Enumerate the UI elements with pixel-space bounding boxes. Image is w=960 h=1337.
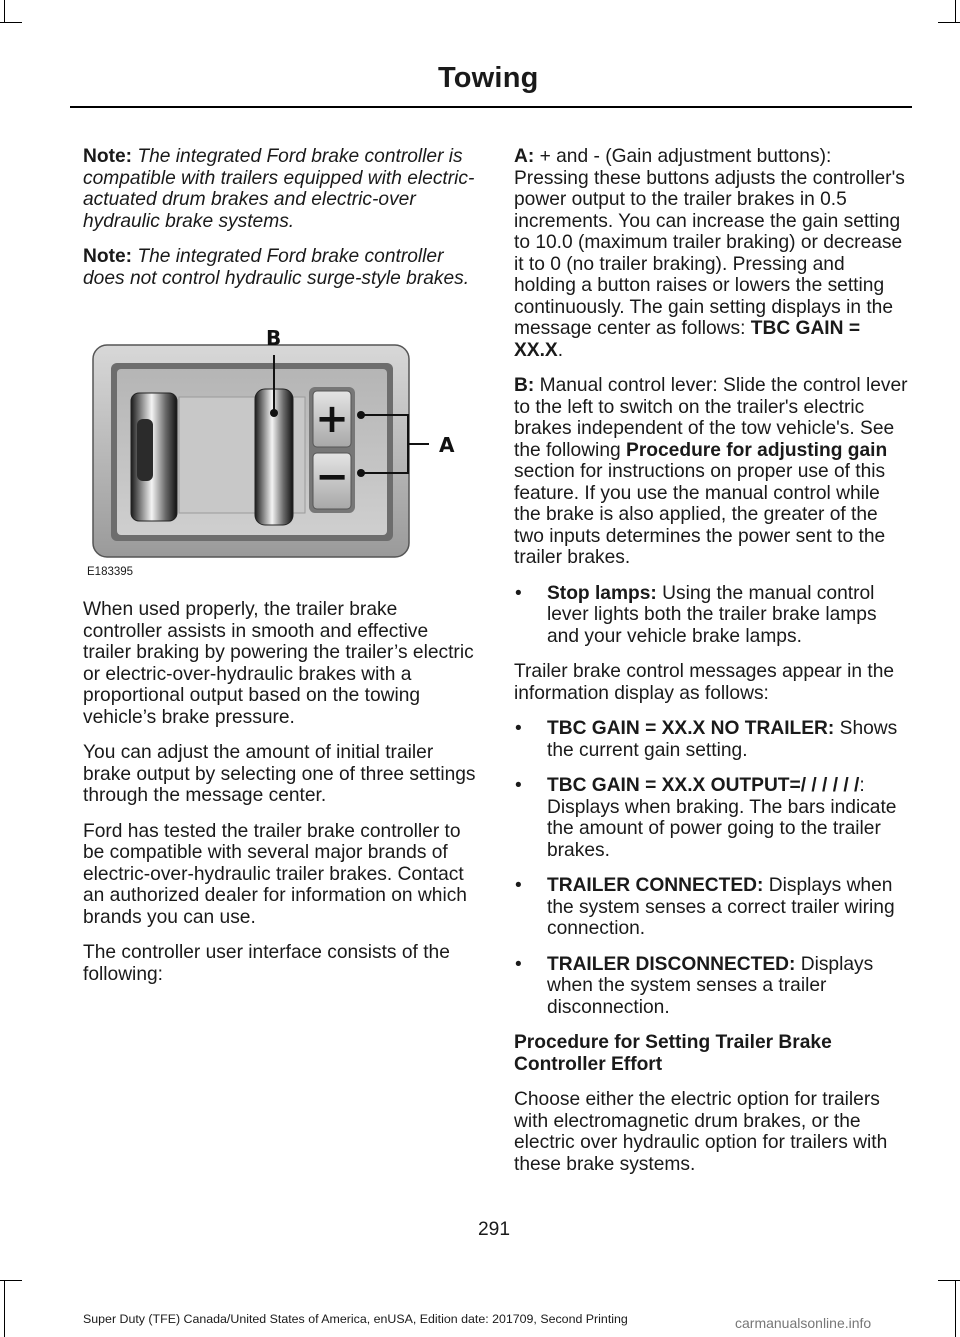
callout-dot-b (270, 409, 278, 417)
item-label: A: (514, 146, 535, 167)
paragraph: When used properly, the trailer brake controller assists in smooth and effective trailer braking by powering the trailer’s electric or electric-over-hydraulic brakes with a proportional output based on the towing vehicle’s brake pressure. (83, 599, 474, 728)
crop-mark (4, 1280, 5, 1337)
callout-dot-a-minus (357, 469, 365, 477)
message-code: TBC GAIN = XX.X (514, 318, 861, 361)
list-item-label: TRAILER CONNECTED: (547, 875, 764, 896)
callout-dot-a-plus (357, 411, 365, 419)
callout-label-a: A (439, 433, 455, 457)
paragraph: The controller user interface consists of the following: (83, 942, 450, 985)
list-item-label: TBC GAIN = XX.X NO TRAILER: (547, 718, 835, 739)
plus-symbol: + (315, 396, 349, 442)
list-item-text: Shows the current gain setting. (547, 718, 898, 761)
list-item-text: Using the manual control lever lights both the trailer brake lamps and your vehicle brake lamps. (547, 582, 877, 647)
bullet: • (515, 875, 522, 896)
crop-mark (938, 22, 960, 23)
figure-code: E183395 (87, 566, 134, 578)
paragraph: You can adjust the amount of initial trailer brake output by selecting one of three settings through the message center. (83, 742, 476, 806)
page-number: 291 (478, 1219, 511, 1240)
section-heading: Procedure for Setting Trailer Brake Controller Effort (514, 1032, 832, 1075)
lever-rail-slot (137, 419, 153, 481)
list-item-text: Displays when the system senses a trailer disconnection. (547, 953, 874, 1018)
crop-mark (938, 1280, 960, 1281)
note-text: The integrated Ford brake controller is compatible with trailers equipped with electric-actuated drum brakes and electric-over hydraulic brake systems. (83, 146, 475, 232)
list-item (514, 875, 910, 940)
item-label: B: (514, 375, 535, 396)
right-column (514, 146, 910, 1189)
item-text: section for instructions on proper use of this feature. If you use the manual control while the brake is also applied, the greater of the two inputs determines the power sent to the trailer brakes. (514, 461, 886, 568)
bullet: • (515, 718, 522, 739)
crop-mark (0, 1280, 22, 1281)
paragraph: Ford has tested the trailer brake controller to be compatible with several major brands of electric-over-hydraulic trailer brakes. Contact an authorized dealer for information on which brands you can use. (83, 820, 467, 928)
cross-reference: Procedure for adjusting gain (626, 439, 888, 461)
bullet: • (515, 775, 522, 796)
item-text: + and - (Gain adjustment buttons): Pressing these buttons adjusts the controller's power output to the trailer brakes in 0.5 increments. You can increase the gain setting to 10.0 (maximum trailer braking) or decrease it to 0 (no trailer braking). Pressing and holding a button raises or lowers the setting continuously. The gain setting displays in the message center as follows: (514, 146, 905, 339)
list-item (514, 954, 910, 1019)
list-item (514, 775, 910, 861)
list-item-text: Displays when the system senses a correct trailer wiring connection. (547, 875, 895, 939)
callout-label-b: B (266, 327, 282, 350)
minus-symbol: − (315, 454, 349, 500)
item-text: Manual control lever: Slide the control lever to the left to switch on the trailer's electric brakes independent of the tow vehicle's. See the following (514, 375, 908, 461)
left-column (83, 146, 478, 999)
crop-mark (955, 0, 956, 22)
crop-mark (0, 22, 22, 23)
list-item (514, 718, 910, 761)
list-item-label: TRAILER DISCONNECTED: (547, 953, 796, 975)
item-a (514, 146, 910, 361)
crop-mark (4, 0, 5, 22)
page-title: Towing (438, 62, 539, 94)
paragraph: Trailer brake control messages appear in the information display as follows: (514, 661, 895, 704)
note-label: Note: (83, 146, 133, 167)
paragraph: Choose either the electric option for trailers with electromagnetic drum brakes, or the electric over hydraulic option for trailers with these brake systems. (514, 1089, 888, 1175)
list-item-label: Stop lamps: (547, 582, 657, 604)
header-divider (70, 106, 912, 108)
note-label: Note: (83, 246, 133, 267)
note-1 (83, 146, 478, 232)
footer-edition: Super Duty (TFE) Canada/United States of America, enUSA, Edition date: 201709, Second Printing (83, 1312, 628, 1326)
list-item-text: : Displays when braking. The bars indicate the amount of power going to the trailer brakes. (547, 775, 897, 861)
brake-controller-figure (83, 327, 478, 577)
item-b (514, 375, 910, 569)
watermark: carmanualsonline.info (735, 1315, 872, 1331)
brake-controller-illustration (83, 327, 478, 577)
note-text: The integrated Ford brake controller does not control hydraulic surge-style brakes. (83, 246, 470, 289)
bullet: • (515, 582, 522, 604)
list-item (514, 583, 910, 648)
note-2 (83, 246, 478, 289)
crop-mark (955, 1280, 956, 1337)
bullet: • (515, 953, 522, 975)
punctuation: . (557, 339, 564, 361)
list-item-label: TBC GAIN = XX.X OUTPUT=/ / / / / / (547, 775, 860, 796)
